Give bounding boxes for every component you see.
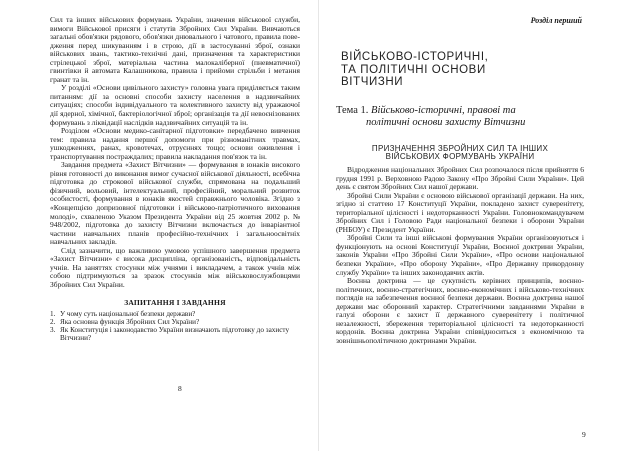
left-paragraph-5: Слід зазначити, що важливою умовою успішного завершення предмета «Захист Вітчизни» є висока дисципліна, організованість, відповідальність учнів. На заняттях стосунки між учнями і викладачем, а також учнів між собою підтримуються за зразок стосунків між військовослужбовцями Збройних Сил України. xyxy=(50,245,300,289)
review-item-text: У чому суть національної безпеки держави? xyxy=(60,309,196,318)
topic-line-1-italic: Військово-історичні, правові та xyxy=(371,104,516,116)
review-item-number: 3. xyxy=(50,325,56,334)
left-paragraph-2: У розділі «Основи цивільного захисту» головна увага приділяється таким питанням: дії за основні способи захисту населення в надзвичайних ситуаціях; способи індивідуального та колективного захисту від уражаючої дії ядерної, хімічної, бактеріологічної зброї; організація та дії невоєнізованих формувань з ліквідації наслідків надзвичайних ситуацій та ін. xyxy=(50,83,300,127)
chapter-heading-line: ВІЙСЬКОВИХ ФОРМУВАНЬ УКРАЇНИ xyxy=(385,152,535,162)
topic-line-1 xyxy=(336,105,584,117)
topic-title xyxy=(336,105,584,129)
review-item xyxy=(50,318,300,326)
review-item-number: 2. xyxy=(50,317,56,326)
left-paragraph-3: Розділом «Основи медико-санітарної підготовки» передбачено вивчення тем: правила надання першої допомоги при різноманітних травмах, ушкодженнях, ранах, кровотечах, отруєннях тощо; основи оживлення і транспортування постраждалих; правила накладання пов'язок та ін. xyxy=(50,126,300,161)
chapter-heading xyxy=(336,145,584,162)
right-paragraph-3: Збройні Сили та інші військові формування України організовуються і функціонують на основі Конституції України, Воєнної доктрини України, законів України «Про Збройні Сили України», «Про основи національної безпеки України», «Про оборону України», «Про Державну прикордонну службу України» та інших законодавчих актів. xyxy=(336,233,584,277)
section-label: Розділ перший xyxy=(530,16,582,25)
left-page-number: 8 xyxy=(178,384,182,393)
review-list xyxy=(50,310,300,343)
review-title: ЗАПИТАННЯ І ЗАВДАННЯ xyxy=(124,297,226,307)
left-page-column xyxy=(50,16,300,342)
review-item-text: Як Конституція і законодавство України визначають підготовку до захисту Вітчизни? xyxy=(60,325,290,343)
left-paragraph-1: Сил та інших військових формувань України, значення військової служби, вимоги Військової присяги і статутів Збройних Сил України. Вивчаються загальні обов'язки рядового, обов'язки днювального і чатового, правила поведження перед шикуванням і в строю, дії в застосуванні зброї, ознаки військових звань, тактико-технічні дані, призначення та характеристики стрілецької зброї, матеріальна частина малокаліберної (пневматичної) гвинтівки й автомата Калашникова, правила і прийоми стрільби і метання гранат та ін. xyxy=(50,15,300,84)
left-paragraph-4: Завдання предмета «Захист Вітчизни» — формування в юнаків високого рівня готовності до виконання вимог сучасної військової діяльності, всебічна підготовка до строкової військової служби, спрямована на подальший фізичний, вольовий, інтелектуальний, професійний, моральний розвиток особистості, формування в юнаків якостей справжнього чоловіка. Згідно з «Концепцією допризовної підготовки і військово-патріотичного виховання молоді», схваленою Указом Президента України від 25 жовтня 2002 р. № 948/2002, підготовка до захисту Вітчизни включається до інваріантної частини навчальних планів професійно-технічних і загальноосвітніх навчальних закладів. xyxy=(50,160,300,247)
review-item xyxy=(50,326,300,342)
section-title-line: ВІЙСЬКОВО-ІСТОРИЧНІ, xyxy=(341,51,489,63)
review-item xyxy=(50,310,300,318)
review-questions xyxy=(50,298,300,343)
right-page-number: 9 xyxy=(582,430,586,439)
topic-prefix: Тема 1. xyxy=(336,104,372,116)
review-item-number: 1. xyxy=(50,309,56,318)
right-page-column xyxy=(336,16,584,345)
section-title-line: ТА ПОЛІТИЧНІ ОСНОВИ xyxy=(341,63,486,76)
right-paragraph-4: Воєнна доктрина — це сукупність керівних принципів, воєнно-політичних, воєнно-стратегічних, воєнно-економічних і військово-технічних поглядів на забезпечення воєнної безпеки держави. Воєнна доктрина нашої держави має оборонний характер. Стратегічними завданнями України в галузі оборони є захист її державного суверенітету і політичної незалежності, збереження територіальної цілісності та недоторканності кордонів. Воєнна доктрина України співвідноситься з економічною та зовнішньополітичною доктринами України. xyxy=(336,276,584,345)
right-paragraph-2: Збройні Сили України є основою військової організації держави. На них, згідно зі статтею 17 Конституції України, покладено захист суверенітету, територіальної цілісності і недоторканності України. Головнокомандувачем Збройних Сил і Головою Ради національної безпеки і оборони України (РНБОУ) є Президент України. xyxy=(336,190,584,234)
right-page xyxy=(319,0,638,451)
topic-line-2: політичні основи захисту Вітчизни xyxy=(366,116,526,128)
section-title xyxy=(341,51,584,89)
chapter-heading-line: ПРИЗНАЧЕННЯ ЗБРОЙНИХ СИЛ ТА ІНШИХ xyxy=(371,143,549,153)
review-item-text: Яка основна функція Збройних Сил України? xyxy=(60,317,200,326)
right-paragraph-1: Відродження національних Збройних Сил розпочалося після прийняття 6 грудня 1991 р. Верховною Радою Закону «Про Збройні Сили України». Цей день є святом Збройних Сил нашої держави. xyxy=(336,164,584,192)
section-title-line: ВІТЧИЗНИ xyxy=(341,76,404,89)
